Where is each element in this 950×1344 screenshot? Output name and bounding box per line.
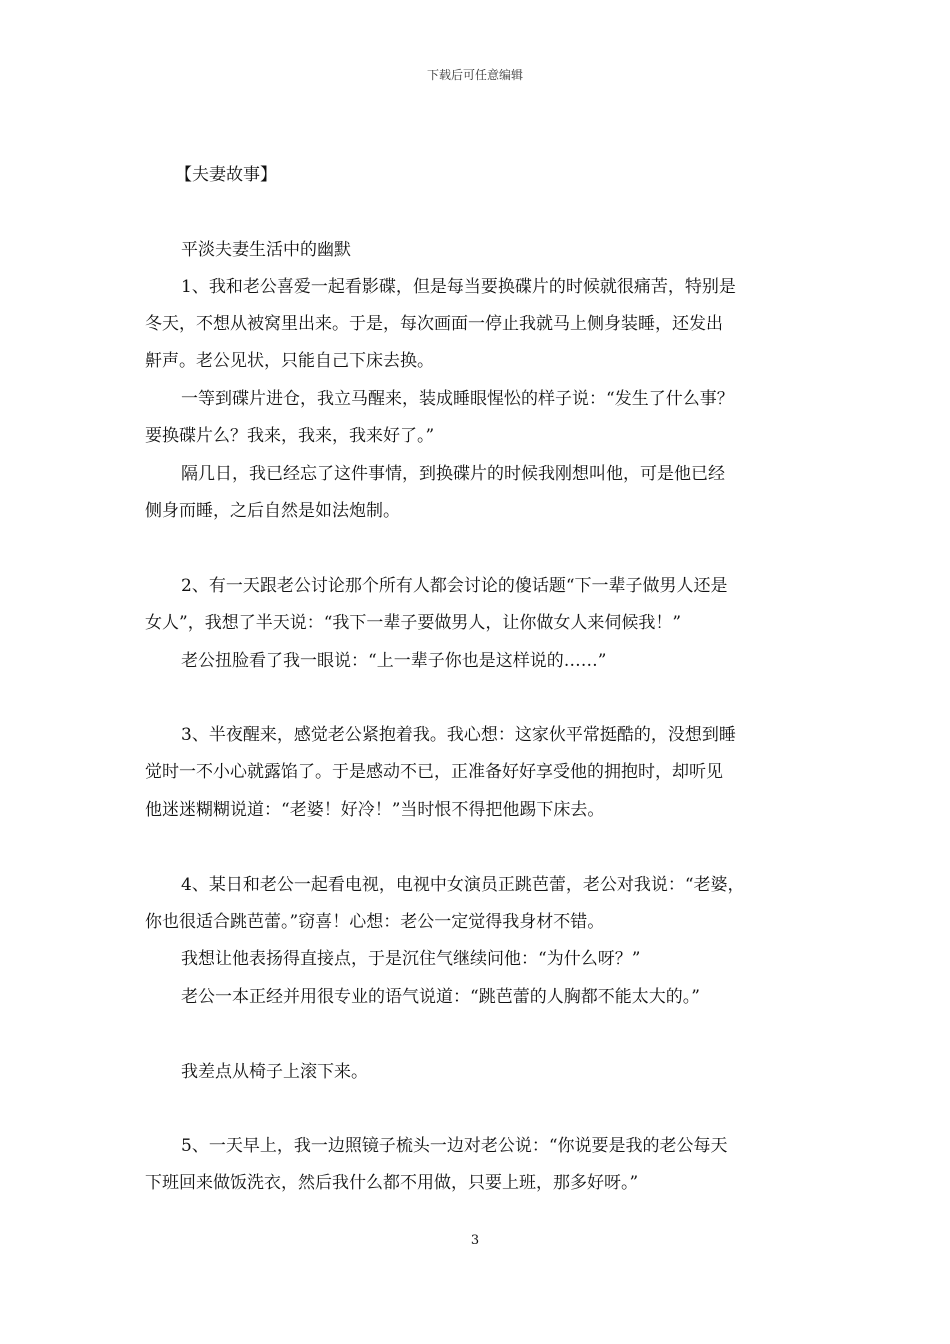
paragraph-line: 他迷迷糊糊说道：“老婆！好冷！”当时恨不得把他踢下床去。 [145, 800, 605, 820]
paragraph-line: 一等到碟片进仓，我立马醒来，装成睡眼惺忪的样子说：“发生了什么事？ [181, 389, 734, 409]
paragraph-line: 1、我和老公喜爱一起看影碟，但是每当要换碟片的时候就很痛苦，特别是 [181, 277, 736, 297]
paragraph-line: 隔几日，我已经忘了这件事情，到换碟片的时候我刚想叫他，可是他已经 [181, 464, 725, 484]
paragraph-line: 侧身而睡，之后自然是如法炮制。 [145, 501, 400, 521]
paragraph-line: 4、某日和老公一起看电视，电视中女演员正跳芭蕾，老公对我说：“老婆， [181, 875, 745, 895]
paragraph-line: 女人”，我想了半天说：“我下一辈子要做男人，让你做女人来伺候我！” [145, 613, 682, 633]
paragraph-line: 老公扭脸看了我一眼说：“上一辈子你也是这样说的……” [181, 651, 607, 671]
paragraph-line: 我想让他表扬得直接点，于是沉住气继续问他：“为什么呀？” [181, 949, 641, 969]
paragraph-line: 3、半夜醒来，感觉老公紧抱着我。我心想：这家伙平常挺酷的，没想到睡 [181, 725, 736, 745]
paragraph-line: 我差点从椅子上滚下来。 [181, 1062, 368, 1082]
paragraph-line: 冬天，不想从被窝里出来。于是，每次画面一停止我就马上侧身装睡，还发出 [145, 314, 723, 334]
header-note: 下载后可任意编辑 [426, 68, 523, 82]
paragraph-line: 觉时一不小心就露馅了。于是感动不已，正准备好好享受他的拥抱时，却听见 [145, 762, 723, 782]
page-number: 3 [470, 1233, 480, 1248]
paragraph-line: 鼾声。老公见状，只能自己下床去换。 [145, 351, 434, 371]
section-title: 【夫妻故事】 [175, 165, 277, 185]
paragraph-line: 老公一本正经并用很专业的语气说道：“跳芭蕾的人胸都不能太大的。” [181, 987, 700, 1007]
paragraph-line: 你也很适合跳芭蕾。”窃喜！心想：老公一定觉得我身材不错。 [145, 912, 605, 932]
paragraph-line: 2、有一天跟老公讨论那个所有人都会讨论的傻话题“下一辈子做男人还是 [181, 576, 728, 596]
paragraph-line: 下班回来做饭洗衣，然后我什么都不用做，只要上班，那多好呀。” [145, 1173, 639, 1193]
paragraph-line: 5、一天早上，我一边照镜子梳头一边对老公说：“你说要是我的老公每天 [181, 1136, 728, 1156]
paragraph-line: 要换碟片么？我来，我来，我来好了。” [145, 426, 435, 446]
article-title: 平淡夫妻生活中的幽默 [181, 240, 351, 260]
